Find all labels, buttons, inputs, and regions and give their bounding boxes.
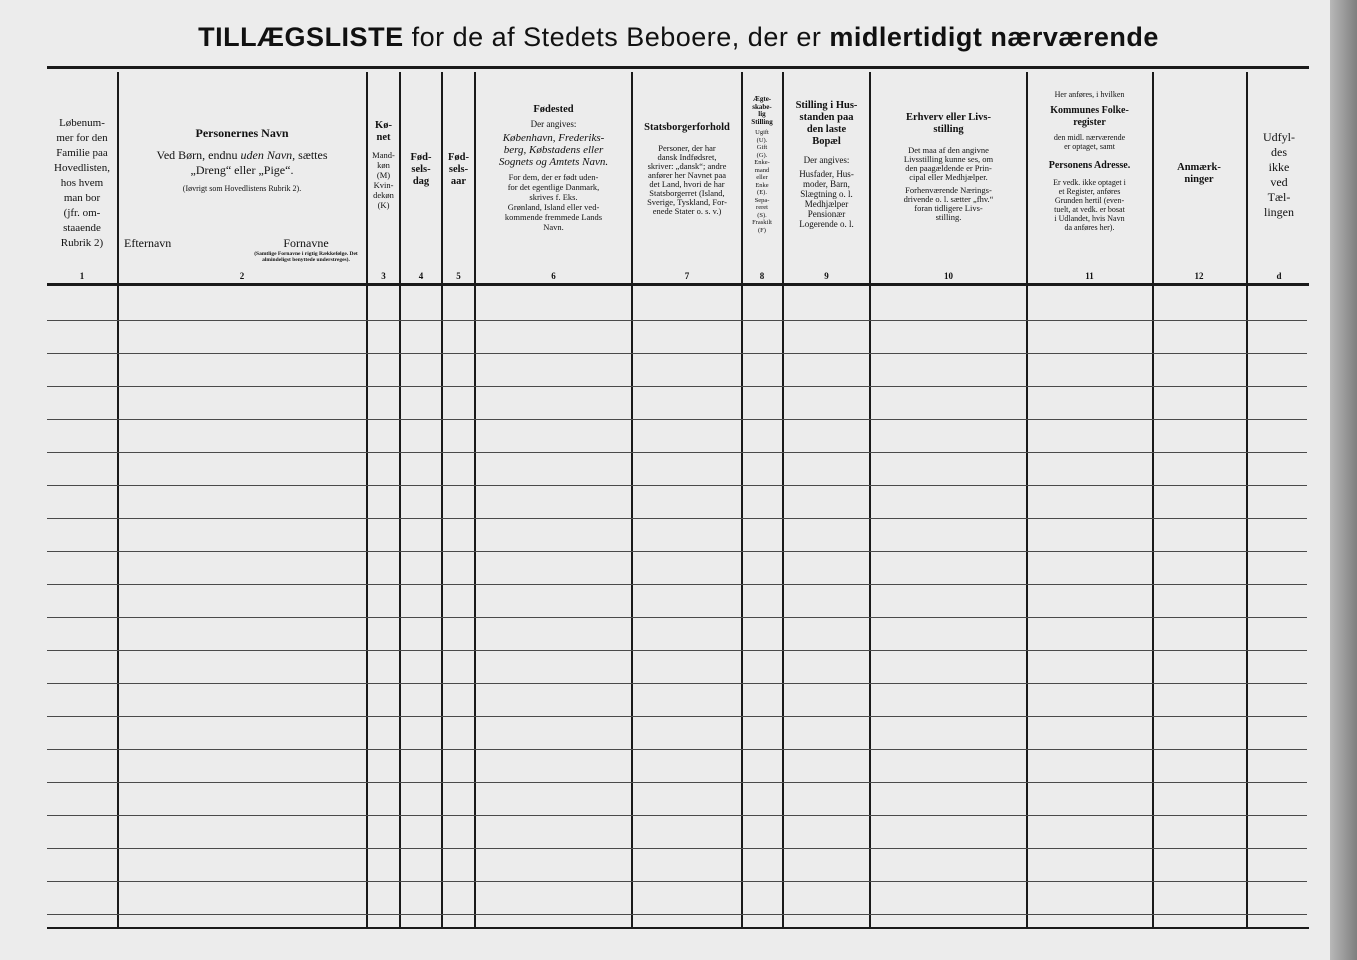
entry-row-line — [47, 485, 1307, 486]
col2-fornavne-note: (Samtlige Fornavne i rigtig Rækkefølge. Det almindeligst benyttede understreges). — [254, 251, 358, 263]
column-rule — [117, 72, 119, 927]
column-rule — [869, 72, 871, 927]
col10-number: 10 — [944, 271, 953, 281]
col8-header — [743, 96, 781, 234]
entry-row-line — [47, 584, 1307, 585]
col4-header — [401, 152, 441, 188]
col7-heading: Statsborgerforhold — [644, 122, 730, 133]
title-end: midlertidigt nærværende — [829, 22, 1159, 52]
col7-body: Personer, der har dansk Indfødsret, skriver: „dansk“; andre anfører her Navnet paa det Land, hvori de har Statsborgerret (Island, Sverige, Tyskland, For- enede Stater o. s. v.) — [647, 143, 727, 216]
col12-number: 12 — [1194, 271, 1204, 281]
col2-efternavn-label: Efternavn — [124, 236, 172, 250]
col6-heading: Fødested — [533, 104, 574, 115]
entry-row-line — [47, 683, 1307, 684]
col2-number: 2 — [239, 271, 245, 281]
col8-body: Ugift (U). Gift (G). Enke- mand eller Enke (E). Sepa- reret (S). Fraskilt (F) — [752, 129, 772, 234]
column-rule — [1246, 72, 1248, 927]
col3-body: Mand- køn (M) Kvin- dekøn (K) — [372, 150, 395, 210]
entry-row-line — [47, 353, 1307, 354]
col11-heading: Kommunes Folke- register — [1050, 105, 1129, 128]
col11-heading2: Personens Adresse. — [1048, 160, 1131, 171]
entry-row-line — [47, 716, 1307, 717]
col11-mid: den midl. nærværende er optaget, samt — [1053, 133, 1126, 151]
column-rule — [399, 72, 401, 927]
col3-number: 3 — [381, 271, 386, 281]
col5-header — [443, 152, 474, 188]
entry-row-line — [47, 815, 1307, 816]
column-rule — [1152, 72, 1154, 927]
col11-body: Er vedk. ikke optaget i et Register, anføres Grunden hertil (even- tuelt, at vedk. er bosat i Udlandet, hvis Navn da anføres her). — [1053, 178, 1126, 232]
col3-heading: Kø- net — [375, 120, 392, 143]
col4-number: 4 — [418, 271, 424, 281]
entry-row-line — [47, 848, 1307, 849]
col1-number: 1 — [79, 271, 85, 281]
col8-number: 8 — [759, 271, 765, 281]
col2-line1b: uden Navn, — [240, 148, 296, 162]
col9-header — [784, 100, 869, 229]
col7-number: 7 — [684, 271, 690, 281]
col10-body1: Det maa af den angivne Livsstilling kunne ses, om den paagældende er Prin- cipal eller Medhjælper. — [903, 145, 994, 182]
entry-row-line — [47, 518, 1307, 519]
col2-fornavne-label: Fornavne — [283, 236, 329, 250]
col10-body2: Forhenværende Nærings- drivende o. l. sætter „fhv.“ foran tidligere Livs- stilling. — [903, 185, 994, 222]
col2-line2: „Dreng“ eller „Pige“. — [190, 163, 294, 177]
entry-row-line — [47, 320, 1307, 321]
col11-header — [1028, 90, 1151, 232]
col5-heading: Fød- sels- aar — [448, 152, 469, 187]
col6-body2: Grønland, Island eller ved- kommende fremmede Lands Navn. — [504, 202, 603, 232]
entry-row-line — [47, 617, 1307, 618]
col3-header — [368, 120, 399, 210]
col9-number: 9 — [824, 271, 829, 281]
col-d-header: Udfyl- des ikke ved Tæl- lingen — [1263, 130, 1295, 219]
col6-italic: København, Frederiks- berg, Købstadens eller Sognets og Amtets Navn. — [498, 132, 609, 168]
col2-note: (Iøvrigt som Hovedlistens Rubrik 2). — [182, 184, 302, 193]
col2-header — [120, 126, 364, 194]
col-d-number: d — [1276, 271, 1282, 281]
col6-header — [476, 104, 631, 232]
entry-row-line — [47, 749, 1307, 750]
title-middle: for de af Stedets Beboere, der er — [411, 22, 822, 52]
col6-sub: Der angives: — [530, 119, 577, 129]
col6-number: 6 — [551, 271, 556, 281]
bottom-rule — [47, 927, 1309, 929]
col6-body1: For dem, der er født uden- for det egentlige Danmark, skrives f. Eks. — [507, 172, 600, 202]
col1-header: Løbenum- mer for den Familie paa Hovedlisten, hos hvem man bor (jfr. om- staaende Rubrik 2) — [54, 117, 110, 249]
col2-line1c: sættes — [298, 148, 328, 162]
col2-line1 — [120, 148, 364, 163]
entry-row-line — [47, 914, 1307, 915]
col9-body: Husfader, Hus- moder, Barn, Slægtning o. l. Medhjælper Pensionær Logerende o. l. — [799, 169, 854, 229]
entry-row-line — [47, 782, 1307, 783]
title-main: TILLÆGSLISTE — [198, 22, 404, 52]
entry-row-line — [47, 650, 1307, 651]
col4-heading: Fød- sels- dag — [410, 152, 432, 187]
header-bottom-rule — [47, 283, 1309, 286]
entry-row-line — [47, 419, 1307, 420]
entry-row-line — [47, 551, 1307, 552]
col11-top: Her anføres, i hvilken — [1054, 90, 1125, 99]
col9-heading: Stilling i Hus- standen paa den laste Bopæl — [795, 100, 858, 147]
form-title — [0, 22, 1357, 53]
col11-number: 11 — [1085, 271, 1094, 281]
col12-header — [1154, 162, 1244, 186]
page-edge — [1330, 0, 1357, 960]
col7-header — [633, 122, 741, 216]
col5-number: 5 — [456, 271, 461, 281]
entry-row-line — [47, 881, 1307, 882]
col8-heading: Ægte- skabe- lig Stilling — [751, 95, 773, 126]
top-rule — [47, 66, 1309, 69]
entry-row-line — [47, 452, 1307, 453]
col10-heading: Erhverv eller Livs- stilling — [906, 112, 991, 135]
column-rule — [441, 72, 443, 927]
col9-sub: Der angives: — [803, 155, 850, 165]
col12-heading: Anmærk- ninger — [1177, 162, 1221, 185]
col2-heading: Personernes Navn — [195, 126, 289, 140]
col10-header — [872, 112, 1025, 222]
col2-line1a: Ved Børn, endnu — [156, 148, 238, 162]
entry-row-line — [47, 386, 1307, 387]
